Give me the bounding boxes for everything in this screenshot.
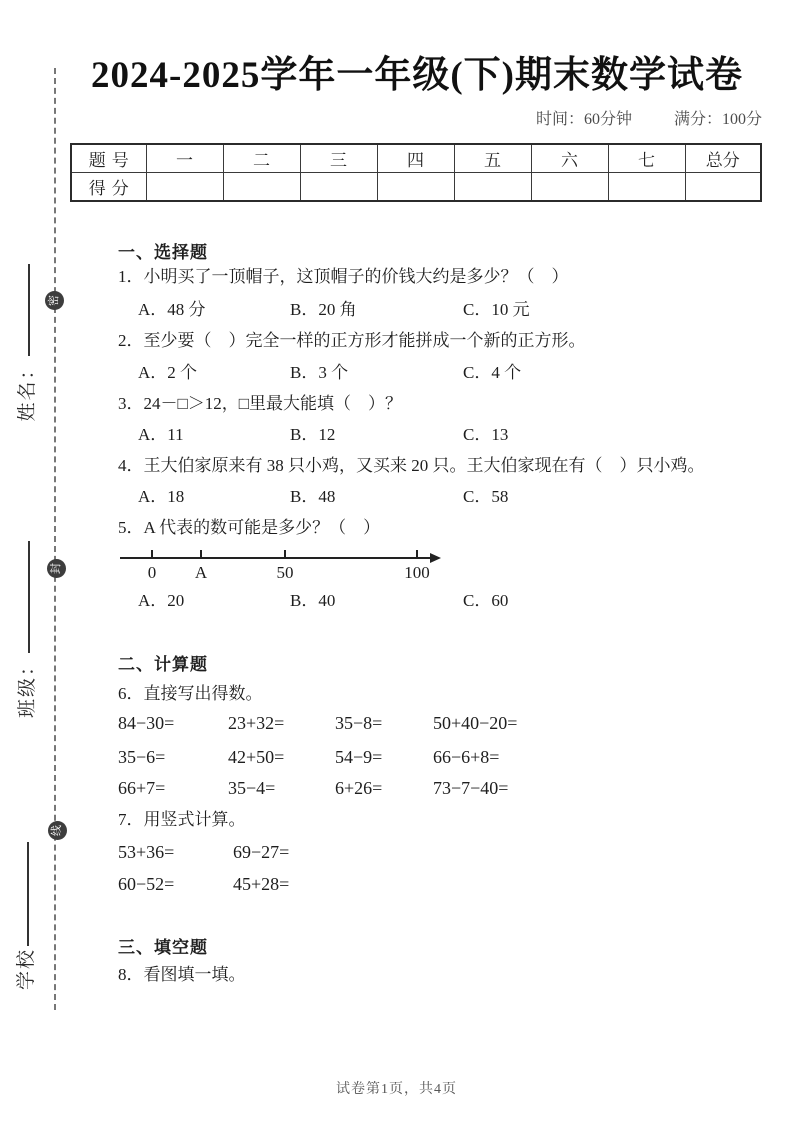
score-cell: [531, 173, 608, 202]
section-heading-fill: 三、填空题: [118, 938, 208, 957]
score-cell: [146, 173, 223, 202]
seal-dashed-line: [54, 68, 56, 1010]
question-7: 7．用竖式计算。: [118, 810, 246, 829]
q1-option-a: A．48 分: [138, 300, 206, 319]
score-table-corner: 题号: [71, 144, 146, 173]
school-label: 学校: [16, 948, 37, 991]
question-4: 4．王大伯家原来有 38 只小鸡，又买来 20 只。王大伯家现在有（ ）只小鸡。: [118, 456, 705, 475]
number-line-tick-0: [151, 550, 153, 558]
question-8: 8．看图填一填。: [118, 965, 246, 984]
seal-stamp-mi-char: 密: [48, 295, 60, 306]
score-table-col-4: 四: [377, 144, 454, 173]
seal-stamp-xian: [48, 821, 67, 840]
calc-item: 35−8=: [335, 713, 383, 733]
number-line-label-50: 50: [276, 563, 294, 582]
q1-option-b: B．20 角: [290, 300, 357, 319]
question-5: 5．A 代表的数可能是多少？（ ）: [118, 518, 381, 537]
calc-item: 69−27=: [233, 842, 290, 862]
seal-stamp-feng-char: 封: [50, 563, 62, 574]
calc-item: 45+28=: [233, 874, 290, 894]
calc-item: 6+26=: [335, 778, 383, 798]
section-heading-calc: 二、计算题: [118, 655, 208, 674]
time-limit: 时间：60分钟: [535, 111, 632, 128]
calc-item: 23+32=: [228, 713, 285, 733]
calc-item: 35−6=: [118, 747, 166, 767]
name-field: [16, 243, 40, 443]
exam-meta: [72, 108, 762, 132]
name-write-line: [28, 265, 30, 357]
score-table: [70, 143, 762, 202]
q5-option-c: C．60: [463, 591, 509, 610]
score-table-col-5: 五: [454, 144, 531, 173]
calc-item: 66+7=: [118, 778, 166, 798]
number-line-label-a: A: [194, 563, 208, 582]
score-cell: [300, 173, 377, 202]
calc-item: 66−6+8=: [433, 747, 500, 767]
score-cell: [223, 173, 300, 202]
q5-option-b: B．40: [290, 591, 336, 610]
score-table-col-6: 六: [531, 144, 608, 173]
calc-item: 73−7−40=: [433, 778, 509, 798]
q3-option-a: A．11: [138, 425, 184, 444]
question-3: 3．24－□＞12，□里最大能填（ ）？: [118, 394, 403, 413]
q2-option-c: C．4 个: [463, 363, 522, 382]
q5-option-a: A．20: [138, 591, 185, 610]
number-line-tick-a: [200, 550, 202, 558]
score-table-header-row: [71, 144, 761, 173]
class-field: [16, 542, 40, 718]
number-line-tick-50: [284, 550, 286, 558]
seal-stamp-mi: [45, 291, 64, 310]
number-line-tick-100: [416, 550, 418, 558]
q3-option-b: B．12: [290, 425, 336, 444]
score-cell: [685, 173, 761, 202]
q4-option-c: C．58: [463, 487, 509, 506]
number-line-axis: [120, 557, 432, 559]
score-table-col-3: 三: [300, 144, 377, 173]
seal-stamp-feng: [47, 559, 66, 578]
calc-item: 60−52=: [118, 874, 175, 894]
score-table-score-row: [71, 173, 761, 202]
calc-item: 53+36=: [118, 842, 175, 862]
q1-option-c: C．10 元: [463, 300, 530, 319]
calc-item: 35−4=: [228, 778, 276, 798]
question-6: 6．直接写出得数。: [118, 684, 263, 703]
q2-option-a: A．2 个: [138, 363, 198, 382]
score-cell: [608, 173, 685, 202]
class-label: 班级：: [17, 654, 38, 718]
question-1: 1．小明买了一顶帽子，这顶帽子的价钱大约是多少？（ ）: [118, 267, 569, 286]
calc-item: 84−30=: [118, 713, 175, 733]
calc-item: 50+40−20=: [433, 713, 518, 733]
score-table-col-2: 二: [223, 144, 300, 173]
seal-stamp-xian-char: 线: [51, 825, 63, 836]
school-field: [15, 832, 39, 1000]
page-footer: 试卷第1页，共4页: [336, 1082, 457, 1097]
page-title: 2024-2025学年一年级(下)期末数学试卷: [91, 55, 743, 96]
calc-item: 42+50=: [228, 747, 285, 767]
calc-item: 54−9=: [335, 747, 383, 767]
number-line-arrow: [430, 553, 441, 563]
section-heading-choice: 一、选择题: [118, 243, 208, 262]
number-line-label-0: 0: [147, 563, 157, 582]
name-label: 姓名：: [17, 358, 38, 422]
score-table-col-1: 一: [146, 144, 223, 173]
question-2: 2．至少要（ ）完全一样的正方形才能拼成一个新的正方形。: [118, 331, 586, 350]
score-cell: [377, 173, 454, 202]
number-line-label-100: 100: [404, 563, 430, 582]
score-table-col-total: 总分: [685, 144, 761, 173]
score-cell: [454, 173, 531, 202]
school-write-line: [27, 842, 29, 946]
q4-option-a: A．18: [138, 487, 185, 506]
q4-option-b: B．48: [290, 487, 336, 506]
full-score: 满分：100分: [673, 111, 762, 128]
score-row-label: 得分: [71, 173, 146, 202]
q3-option-c: C．13: [463, 425, 509, 444]
class-write-line: [28, 541, 30, 653]
score-table-col-7: 七: [608, 144, 685, 173]
q2-option-b: B．3 个: [290, 363, 349, 382]
